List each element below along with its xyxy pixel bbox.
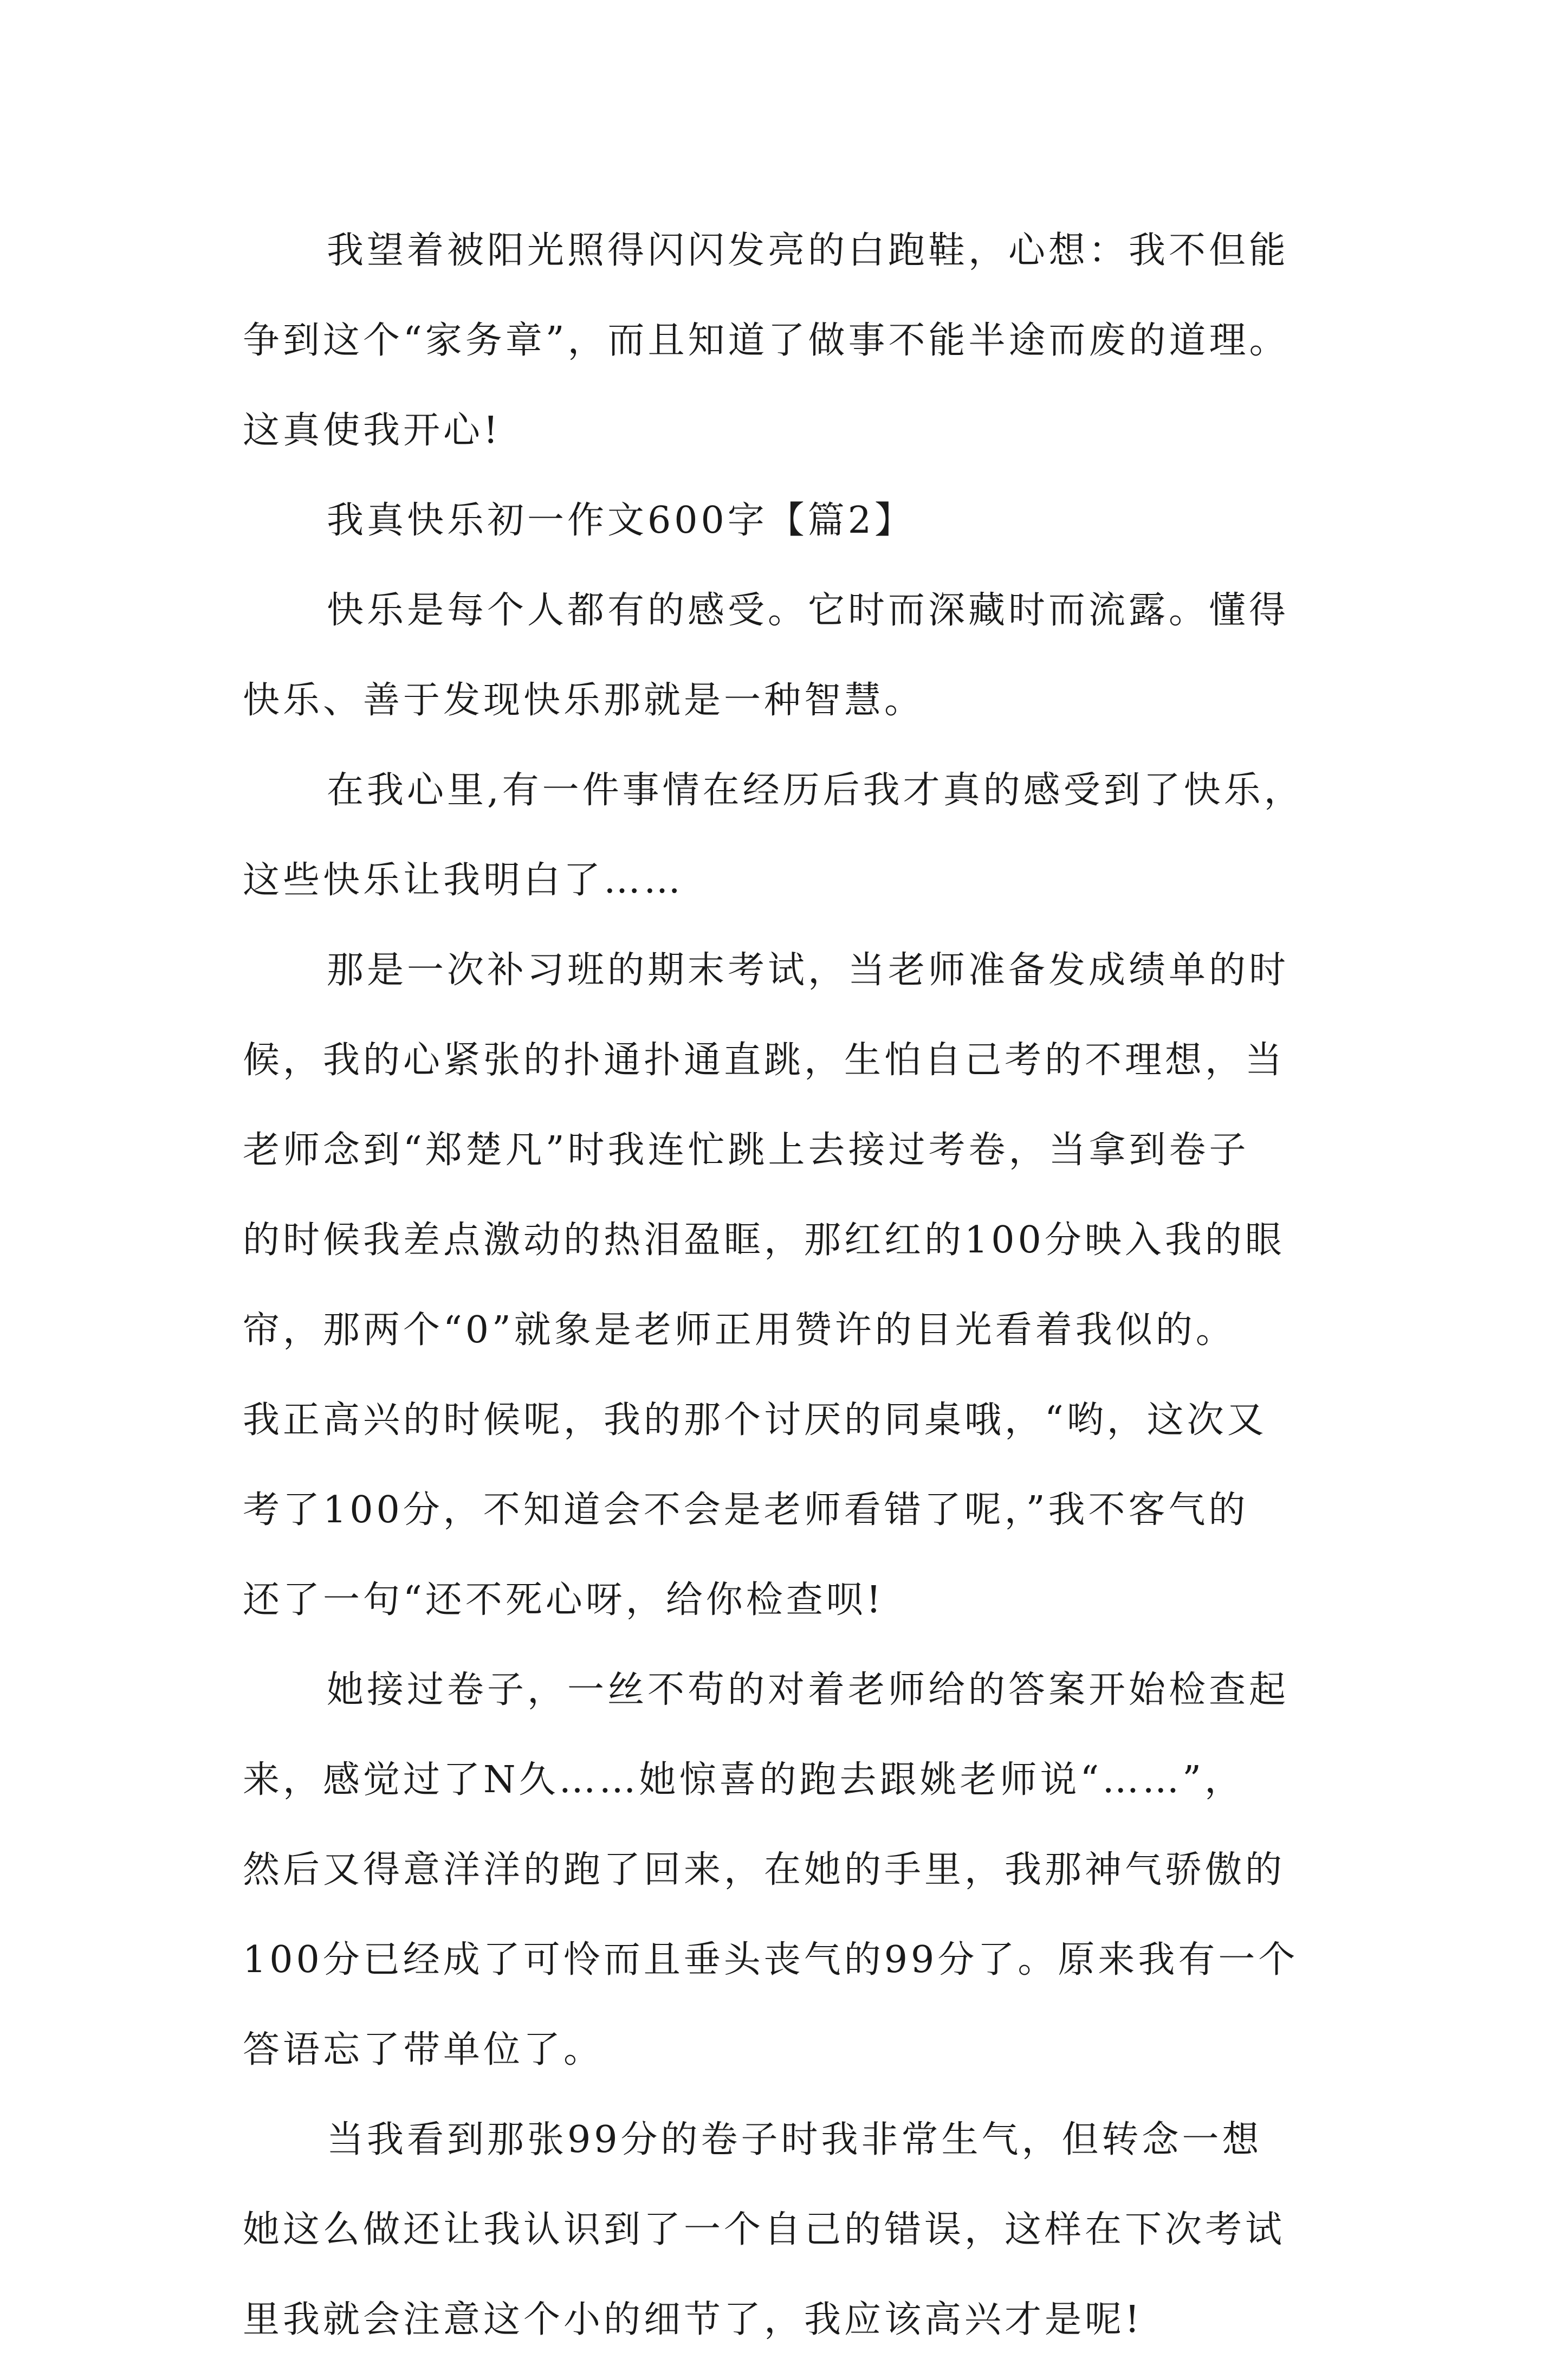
text-line: 这些快乐让我明白了…… — [243, 859, 684, 902]
text-line: 争到这个“家务章”，而且知道了做事不能半途而废的道理。 — [243, 319, 1290, 362]
text-line: 我正高兴的时候呢，我的那个讨厌的同桌哦，“哟，这次又 — [243, 1399, 1267, 1442]
text-line: 考了100分，不知道会不会是老师看错了呢，”我不客气的 — [243, 1489, 1249, 1532]
text-line: 里我就会注意这个小的细节了，我应该高兴才是呢! — [243, 2298, 1143, 2341]
text-line: 我望着被阳光照得闪闪发亮的白跑鞋，心想：我不但能 — [327, 229, 1290, 272]
text-line: 然后又得意洋洋的跑了回来，在她的手里，我那神气骄傲的 — [243, 1849, 1286, 1891]
text-line: 这真使我开心! — [243, 409, 502, 452]
text-line: 来，感觉过了N久……她惊喜的跑去跟姚老师说“……”， — [243, 1759, 1245, 1801]
text-line: 候，我的心紧张的扑通扑通直跳，生怕自己考的不理想，当 — [243, 1039, 1286, 1082]
text-line: 她接过卷子，一丝不苟的对着老师给的答案开始检查起 — [327, 1669, 1290, 1711]
text-line: 快乐、善于发现快乐那就是一种智慧。 — [243, 679, 925, 722]
text-line: 100分已经成了可怜而且垂头丧气的99分了。原来我有一个 — [243, 1938, 1299, 1981]
text-line: 答语忘了带单位了。 — [243, 2028, 604, 2071]
text-line: 还了一句“还不死心呀，给你检查呗! — [243, 1579, 885, 1621]
text-line: 老师念到“郑楚凡”时我连忙跳上去接过考卷，当拿到卷子 — [243, 1129, 1249, 1172]
text-line: 快乐是每个人都有的感受。它时而深藏时而流露。懂得 — [327, 589, 1290, 632]
text-line: 她这么做还让我认识到了一个自己的错误，这样在下次考试 — [243, 2208, 1286, 2251]
text-line: 那是一次补习班的期末考试，当老师准备发成绩单的时 — [327, 949, 1290, 992]
text-line: 帘，那两个“0”就象是老师正用赞许的目光看着我似的。 — [243, 1309, 1236, 1352]
text-line: 我真快乐初一作文600字【篇2】 — [327, 499, 915, 542]
text-line: 的时候我差点激动的热泪盈眶，那红红的100分映入我的眼 — [243, 1219, 1285, 1262]
text-line: 在我心里,有一件事情在经历后我才真的感受到了快乐， — [327, 769, 1304, 812]
essay-body — [243, 206, 1348, 2365]
text-line: 当我看到那张99分的卷子时我非常生气，但转念一想 — [327, 2118, 1262, 2161]
